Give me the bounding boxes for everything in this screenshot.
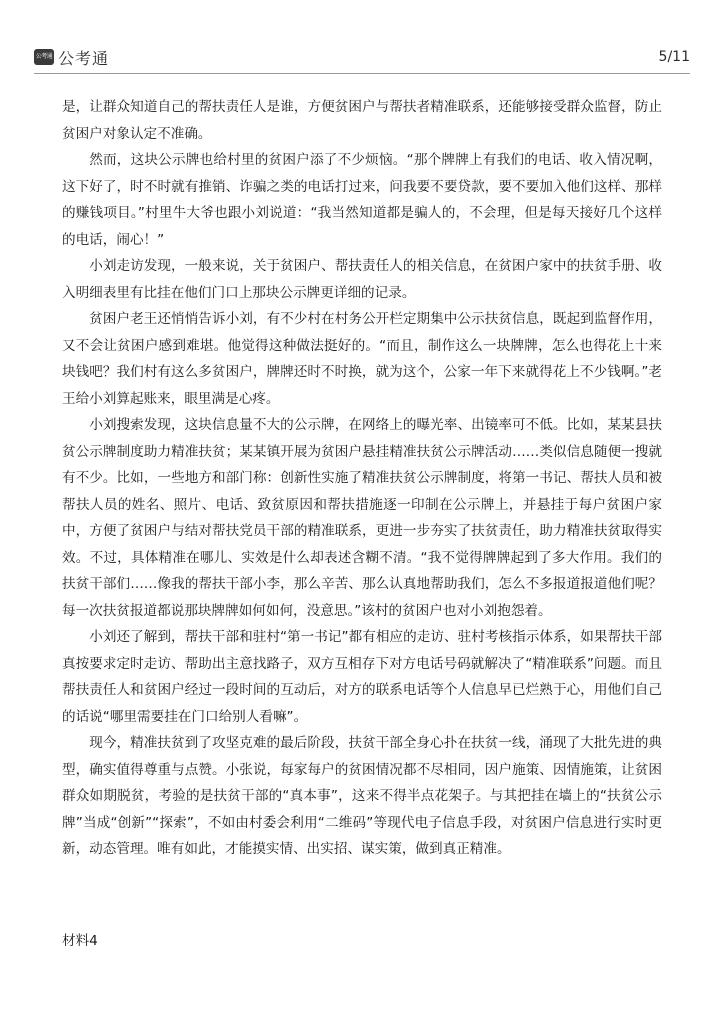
- paragraph: 小刘搜索发现，这块信息量不大的公示牌，在网络上的曝光率、出镜率可不低。比如，某某县扶贫公示牌制度助力精准扶贫；某某镇开展为贫困户悬挂精准扶贫公示牌活动……类似信息随便一搜就有不少。比如，一些地方和部门称：创新性实施了精准扶贫公示牌制度，将第一书记、帮扶人员和被帮扶人员的姓名、照片、电话、致贫原因和帮扶措施逐一印制在公示牌上，并悬挂于每户贫困户家中，方便了贫困户与结对帮扶党员干部的精准联系，更进一步夯实了扶贫责任，助力精准扶贫取得实效。不过，具体精准在哪儿、实效是什么却表述含糊不清。“我不觉得牌牌起到了多大作用。我们的扶贫干部们……像我的帮扶干部小李，那么辛苦、那么认真地帮助我们，怎么不多报道报道他们呢？每一次扶贫报道都说那块牌牌如何如何，没意思。”该村的贫困户也对小刘抱怨着。: [62, 417, 662, 619]
- brand-logo: [34, 46, 109, 68]
- paragraph: 然而，这块公示牌也给村里的贫困户添了不少烦恼。“那个牌牌上有我们的电话、收入情况啊，这下好了，时不时就有推销、诈骗之类的电话打过来，问我要不要贷款，要不要加入他们这样、那样的赚钱项目。”村里牛大爷也跟小刘说道：“我当然知道都是骗人的，不会理，但是每天接好几个这样的电话，闹心！”: [62, 152, 662, 248]
- document-body: [62, 94, 662, 863]
- paragraph-continuation: 是，让群众知道自己的帮扶责任人是谁，方便贫困户与帮扶者精准联系，还能够接受群众监督，防止贫困户对象认定不准确。: [62, 99, 662, 142]
- logo-badge-icon: 公考通: [34, 49, 54, 65]
- page-number: 5/11: [658, 49, 690, 65]
- page-header: [0, 0, 724, 76]
- paragraph: 现今，精准扶贫到了攻坚克难的最后阶段，扶贫干部全身心扑在扶贫一线，涌现了大批先进的典型，确实值得尊重与点赞。小张说，每家每户的贫困情况都不尽相同，因户施策、因情施策，让贫困群众如期脱贫，考验的是扶贫干部的“真本事”，这来不得半点花架子。与其把挂在墙上的“扶贫公示牌”当成“创新”“探索”，不如由村委会利用“二维码”等现代电子信息手段，对贫困户信息进行实时更新，动态管理。唯有如此，才能摸实情、出实招、谋实策，做到真正精准。: [62, 735, 662, 857]
- material-label: 材料4: [62, 933, 98, 949]
- paragraph: 小刘走访发现，一般来说，关于贫困户、帮扶责任人的相关信息，在贫困户家中的扶贫手册、收入明细表里有比挂在他们门口上那块公示牌更详细的记录。: [62, 258, 662, 301]
- paragraph: 小刘还了解到，帮扶干部和驻村“第一书记”都有相应的走访、驻村考核指示体系，如果帮扶干部真按要求定时走访、帮助出主意找路子，双方互相存下对方电话号码就解决了“精准联系”问题。而且帮扶责任人和贫困户经过一段时间的互动后，对方的联系电话等个人信息早已烂熟于心，用他们自己的话说“哪里需要挂在门口给别人看嘛”。: [62, 629, 662, 725]
- logo-text: 公考通: [58, 48, 110, 68]
- header-divider: [34, 73, 690, 74]
- paragraph: 贫困户老王还悄悄告诉小刘，有不少村在村务公开栏定期集中公示扶贫信息，既起到监督作用，又不会让贫困户感到难堪。他觉得这种做法挺好的。“而且，制作这么一块牌牌，怎么也得花上十来块钱吧？我们村有这么多贫困户，牌牌还时不时换，就为这个，公家一年下来就得花上不少钱啊。”老王给小刘算起账来，眼里满是心疼。: [62, 311, 662, 407]
